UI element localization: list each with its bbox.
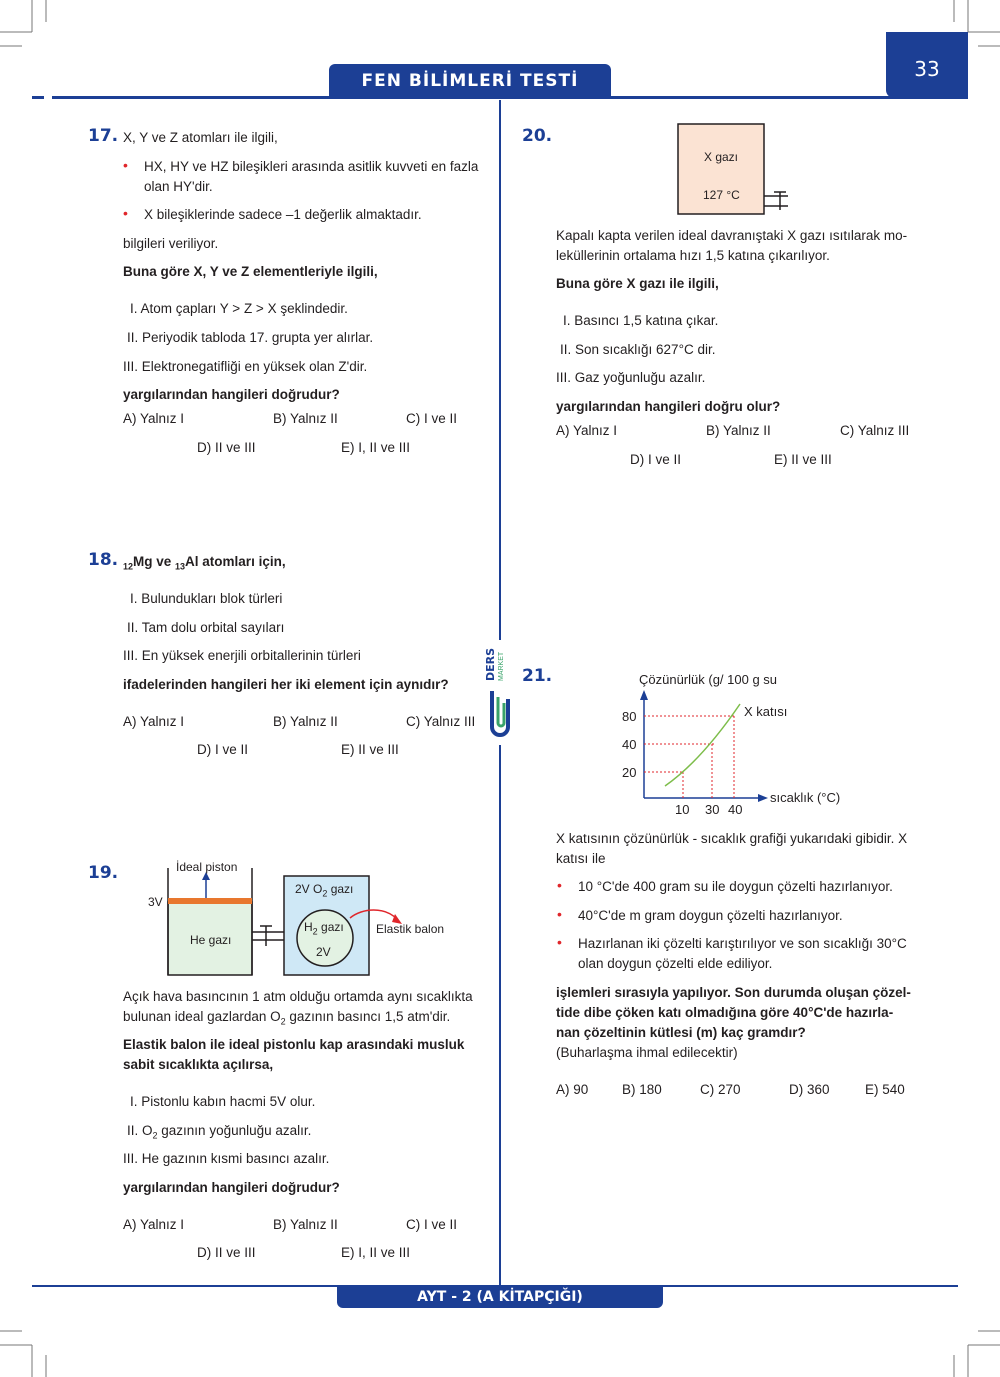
q21-bullet-1: 10 °C'de 400 gram su ile doygun çözelti hazırlanıyor. [578,879,893,894]
q19-statement-1: I. Pistonlu kabın hacmi 5V olur. [130,1094,316,1109]
q20-temp-label: 127 °C [703,188,740,202]
q21-y-tick-20: 20 [622,765,637,780]
q19-statement-3: III. He gazının kısmi basıncı azalır. [123,1151,330,1166]
q21-x-tick-10: 10 [675,802,690,817]
q19-option-b[interactable]: B) Yalnız II [273,1217,338,1232]
q19-figure [140,856,460,981]
q19-question: yargılarından hangileri doğrudur? [123,1180,340,1195]
q21-stem-3: nan çözeltinin kütlesi (m) kaç gramdır? [556,1025,806,1040]
q20-stem: Buna göre X gazı ile ilgili, [556,276,719,291]
q21-bullet-dot: • [557,906,562,922]
q18-number: 18. [88,550,119,570]
q17-statement-1: I. Atom çapları Y > Z > X şeklindedir. [130,301,348,316]
q20-statement-1: I. Basıncı 1,5 katına çıkar. [563,313,719,328]
column-divider-bottom [499,745,501,1285]
q19-piston-label: İdeal piston [176,860,238,874]
q21-bullet-3-l2: olan doygun çözelti elde ediliyor. [578,956,773,971]
q20-gas-label: X gazı [704,150,739,164]
q21-bullet-2: 40°C'de m gram doygun çözelti hazırlanıyor. [578,908,843,923]
q21-y-tick-40: 40 [622,737,637,752]
q17-given: bilgileri veriliyor. [123,236,219,251]
q20-statement-3: III. Gaz yoğunluğu azalır. [556,370,706,385]
q17-bullet-dot: • [123,157,128,173]
q21-option-b[interactable]: B) 180 [622,1082,662,1097]
q20-number: 20. [522,126,553,146]
q21-number: 21. [522,666,553,686]
q21-bullet-dot: • [557,934,562,950]
logo-sub: MARKET [498,651,505,681]
q20-option-c[interactable]: C) Yalnız III [840,423,910,438]
q21-bullet-3-l1: Hazırlanan iki çözelti karıştırılıyor ve son sıcaklığı 30°C [578,936,907,951]
q18-option-e[interactable]: E) II ve III [341,742,399,757]
q19-option-a[interactable]: A) Yalnız I [123,1217,185,1232]
q21-x-tick-40: 40 [728,802,743,817]
q17-option-a[interactable]: A) Yalnız I [123,411,185,426]
q18-stem: $_{12}$Mg ve $_{13}$Al atomları için, [123,554,286,572]
ders-market-logo [486,645,514,745]
q21-option-a[interactable]: A) 90 [556,1082,589,1097]
q19-h2-label: $H_2$ gazı [304,920,344,937]
q20-para-1: Kapalı kapta verilen ideal davranıştaki X gazı ısıtılarak mo- [556,228,908,243]
q20-para-2: leküllerinin ortalama hızı 1,5 katına çıkarılıyor. [556,248,830,263]
q21-note: (Buharlaşma ihmal edilecektir) [556,1045,738,1060]
q19-para-1: Açık hava basıncının 1 atm olduğu ortamda aynı sıcaklıkta [123,989,473,1004]
q21-para-1: X katısının çözünürlük - sıcaklık grafiği yukarıdaki gibidir. X [556,831,908,846]
q21-x-tick-30: 30 [705,802,720,817]
q21-bullet-dot: • [557,877,562,893]
q18-statement-2: II. Tam dolu orbital sayıları [127,620,285,635]
q21-option-e[interactable]: E) 540 [865,1082,905,1097]
q18-question: ifadelerinden hangileri her iki element için aynıdır? [123,677,449,692]
q19-statement-2: II. $O_2$ gazının yoğunluğu azalır. [127,1123,312,1141]
q20-option-e[interactable]: E) II ve III [774,452,832,467]
q17-bullet1-l2: olan HY'dir. [144,179,213,194]
q19-3v-label: 3V [148,895,163,909]
q21-y-tick-80: 80 [622,709,637,724]
q17-bullet1-l1: HX, HY ve HZ bileşikleri arasında asitlik kuvveti en fazla [144,159,479,174]
header-rule-stub [32,96,44,99]
q18-option-c[interactable]: C) Yalnız III [406,714,476,729]
q21-option-c[interactable]: C) 270 [700,1082,741,1097]
q19-stem-2: sabit sıcaklıkta açılırsa, [123,1057,274,1072]
q20-option-b[interactable]: B) Yalnız II [706,423,771,438]
q21-curve-label: X katısı [744,704,788,719]
q17-question: yargılarından hangileri doğrudur? [123,387,340,402]
logo-brand: DERS [484,647,497,681]
q17-stem: Buna göre X, Y ve Z elementleriyle ilgili, [123,264,378,279]
q19-balloon-label: Elastik balon [376,922,445,936]
q17-statement-3: III. Elektronegatifliği en yüksek olan Z'dir. [123,359,368,374]
q20-option-a[interactable]: A) Yalnız I [556,423,618,438]
q17-statement-2: II. Periyodik tabloda 17. grupta yer alırlar. [127,330,374,345]
q20-figure [676,122,796,216]
q17-option-e[interactable]: E) I, II ve III [341,440,411,455]
q17-bullet-dot: • [123,205,128,221]
q18-option-a[interactable]: A) Yalnız I [123,714,185,729]
q20-question: yargılarından hangileri doğru olur? [556,399,781,414]
q17-bullet2: X bileşiklerinde sadece –1 değerlik almaktadır. [144,207,422,222]
q19-2v-label: 2V [316,945,331,959]
q19-option-e[interactable]: E) I, II ve III [341,1245,411,1260]
q19-o2-label: 2V $O_2$ gazı [295,882,354,899]
q21-stem-2: tide dibe çöken katı olmadığına göre 40°C'de hazırla- [556,1005,894,1020]
page-number: 33 [886,32,968,98]
column-divider-top [499,100,501,640]
q17-option-c[interactable]: C) I ve II [406,411,458,426]
booklet-title: AYT - 2 (A KİTAPÇIĞI) [337,1286,663,1308]
q21-para-2: katısı ile [556,851,606,866]
q19-para-2: bulunan ideal gazlardan $O_2$ gazının basıncı 1,5 atm'dir. [123,1009,451,1027]
q21-option-d[interactable]: D) 360 [789,1082,830,1097]
q17-intro: X, Y ve Z atomları ile ilgili, [123,130,278,145]
q19-option-c[interactable]: C) I ve II [406,1217,458,1232]
q20-option-d[interactable]: D) I ve II [630,452,682,467]
q19-he-label: He gazı [190,933,232,947]
q19-number: 19. [88,863,119,883]
q17-option-b[interactable]: B) Yalnız II [273,411,338,426]
q21-y-axis-label: Çözünürlük (g/ 100 g su [639,672,778,687]
q19-stem-1: Elastik balon ile ideal pistonlu kap arasındaki musluk [123,1037,465,1052]
q18-statement-1: I. Bulundukları blok türleri [130,591,283,606]
q21-graph [610,668,870,820]
q21-x-axis-label: sıcaklık (°C) [770,790,841,805]
q21-stem-1: işlemleri sırasıyla yapılıyor. Son durumda oluşan çözel- [556,985,911,1000]
q19-option-d[interactable]: D) II ve III [197,1245,256,1260]
q18-statement-3: III. En yüksek enerjili orbitallerinin türleri [123,648,361,663]
q17-number: 17. [88,126,119,146]
q20-statement-2: II. Son sıcaklığı 627°C dir. [560,342,716,357]
q18-option-b[interactable]: B) Yalnız II [273,714,338,729]
test-title: FEN BİLİMLERİ TESTİ [329,64,611,98]
q18-option-d[interactable]: D) I ve II [197,742,249,757]
q17-option-d[interactable]: D) II ve III [197,440,256,455]
